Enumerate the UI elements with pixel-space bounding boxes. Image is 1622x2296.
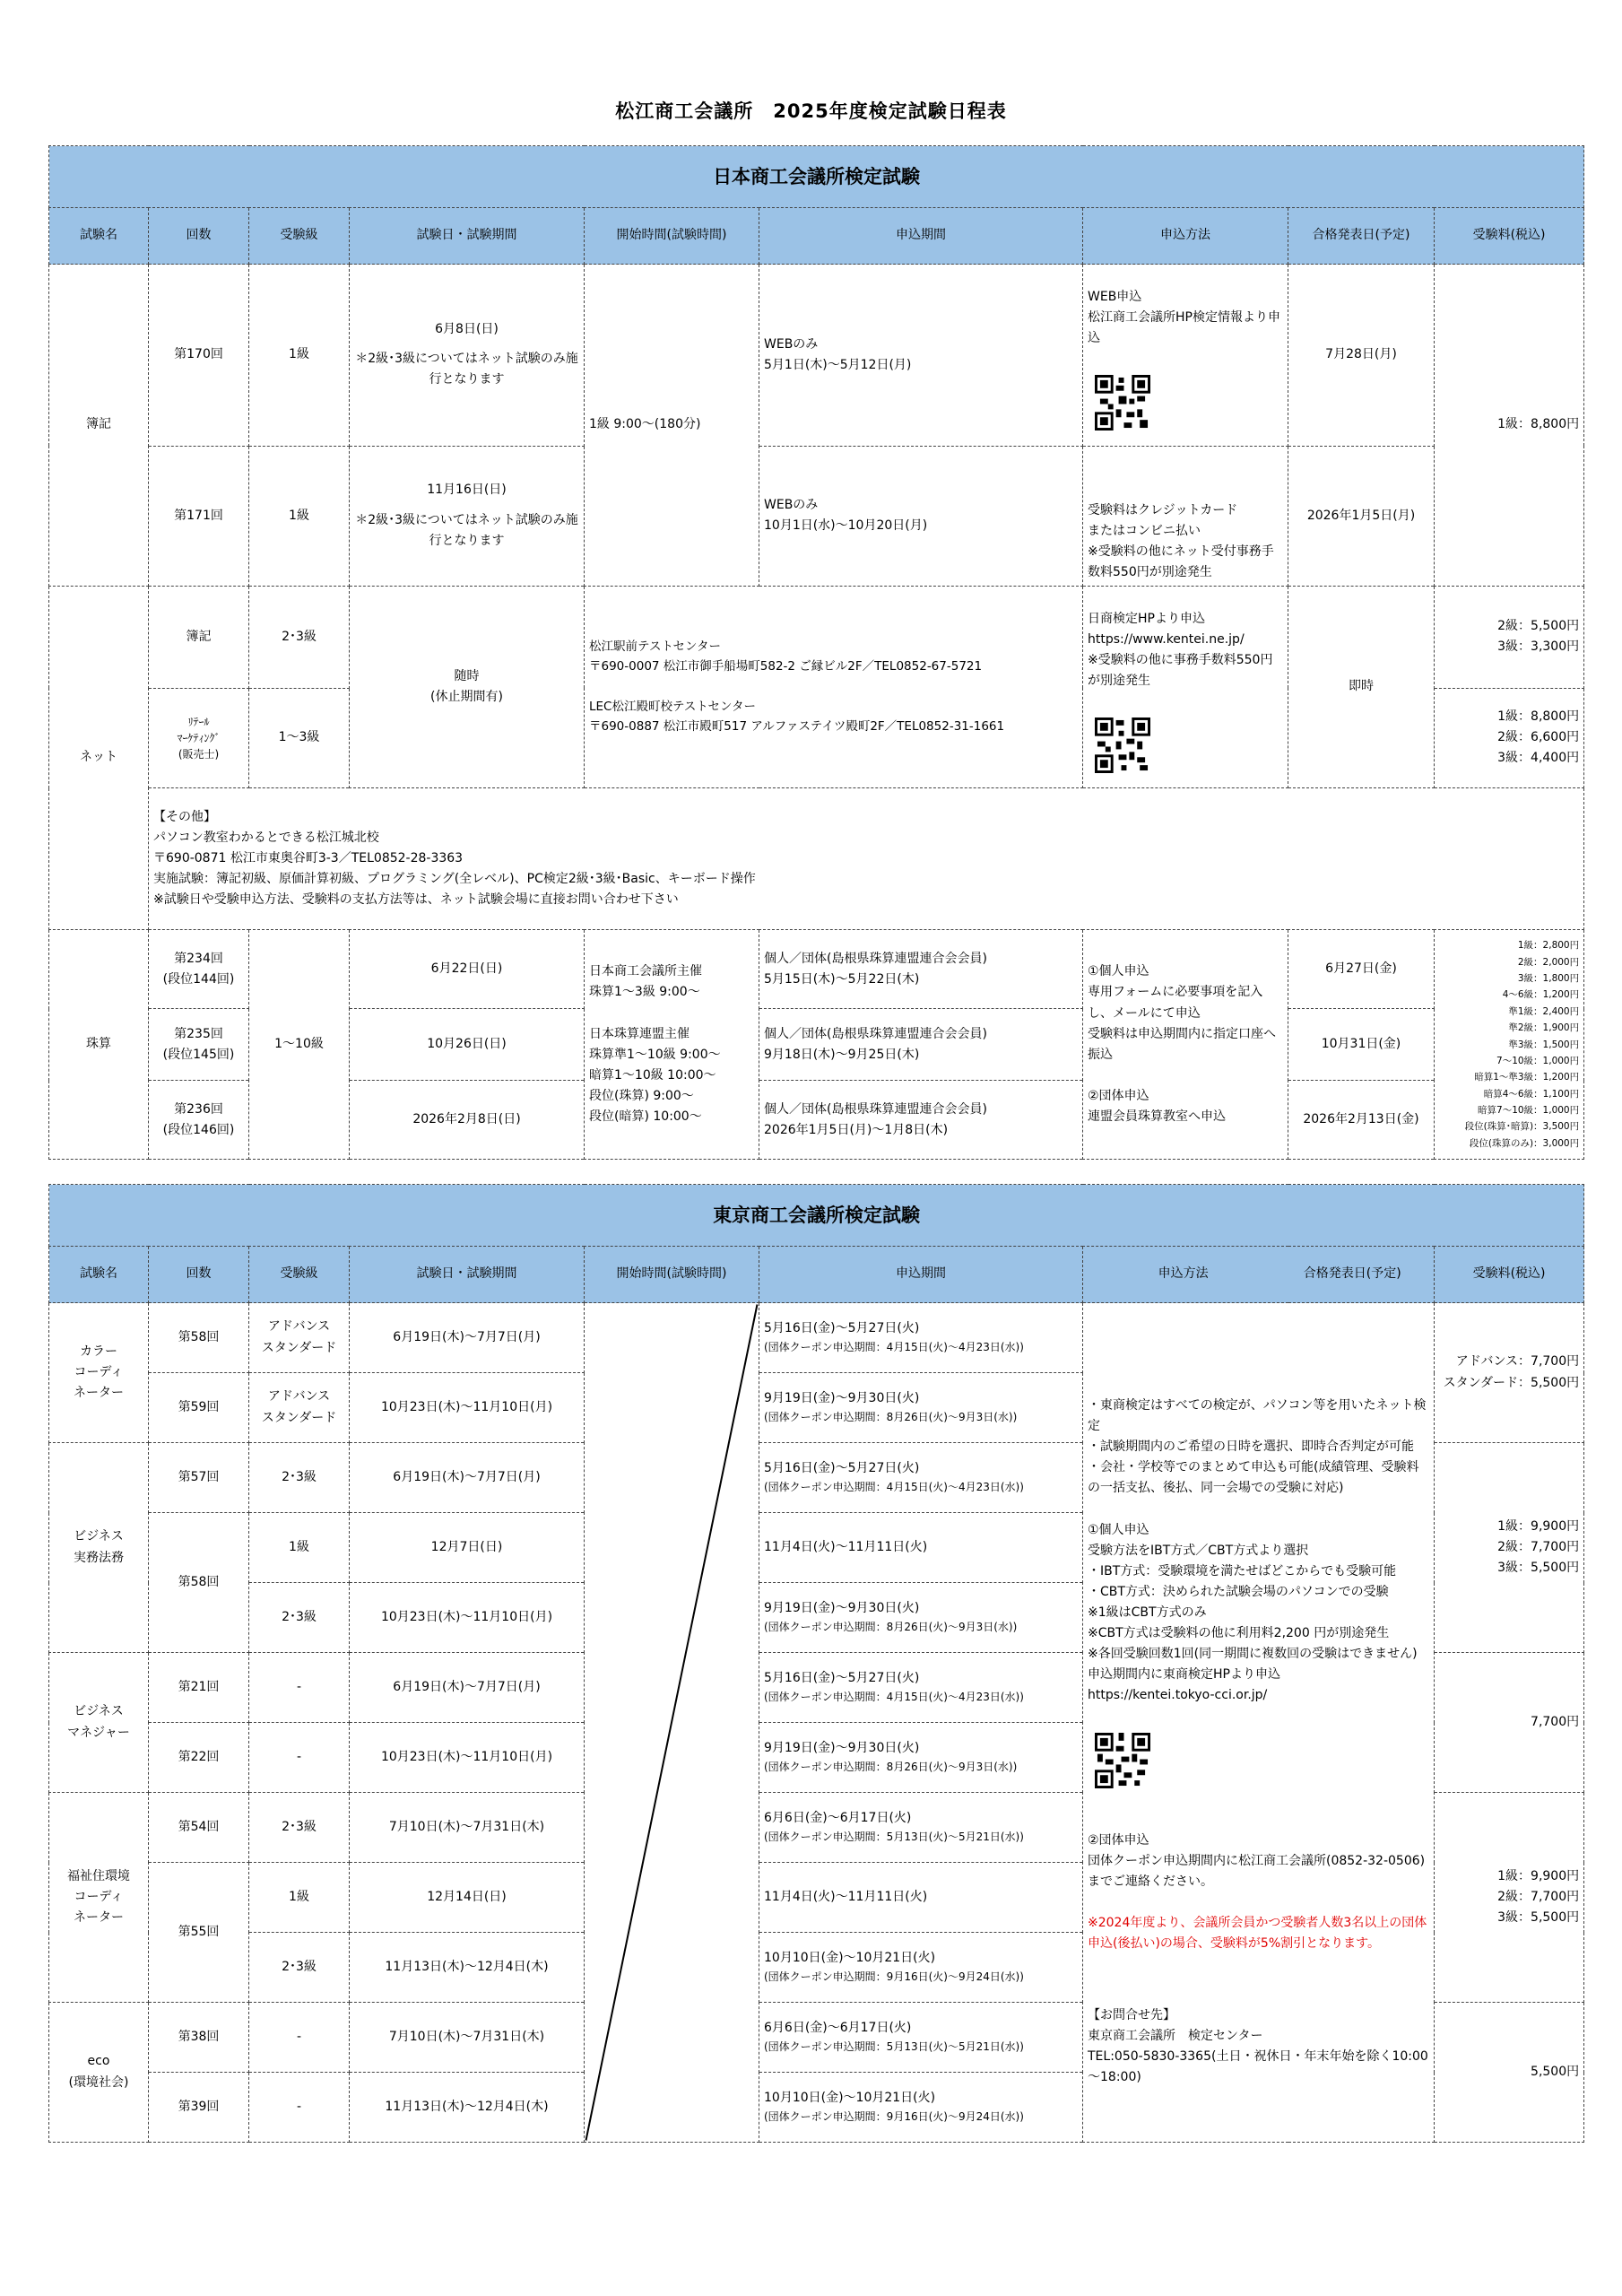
header-start: 開始時間(試験時間) [585, 208, 759, 265]
kaisu: 第55回 [149, 1863, 249, 2003]
exam-name: 福祉住環境 コーディ ネーター [49, 1793, 149, 2003]
period: WEBのみ 10月1日(水)～10月20日(月) [759, 446, 1083, 586]
kyu: 2･3級 [249, 1583, 350, 1653]
period-date: 5月16日(金)～5月27日(火) [764, 1671, 920, 1686]
exam-name: ビジネス マネジャー [49, 1653, 149, 1793]
header-method: 申込方法 [1083, 208, 1288, 265]
period [759, 1793, 1083, 1863]
coupon-period: (団体クーポン申込期間：9月16日(火)～9月24日(水)) [764, 1970, 1024, 1984]
method-text: 日商検定HPより申込 https://www.kentei.ne.jp/ ※受験料の他に事務手数料550円が別途発生 [1088, 611, 1273, 688]
kaisu: 第57回 [149, 1443, 249, 1513]
date: 11月16日(日) [427, 483, 507, 498]
fee: 1級：9,900円 2級：7,700円 3級：5,500円 [1435, 1443, 1584, 1653]
exam-date: 10月23日(木)～11月10日(月) [350, 1583, 585, 1653]
header-method: 申込方法 [1158, 1266, 1209, 1282]
kyu: アドバンス スタンダード [249, 1303, 350, 1373]
header-result: 合格発表日(予定) [1303, 1266, 1401, 1282]
exam-date: 6月19日(木)～7月7日(月) [350, 1303, 585, 1373]
method-text: WEB申込 松江商工会議所HP検定情報より申込 [1088, 290, 1280, 346]
other-info: 【その他】 パソコン教室わかるとできる松江城北校 〒690-0871 松江市東奥谷町3-3／TEL0852-28-3363 実施試験：簿記初級、原価計算初級、プログラミング(全レベル)、PC検定2級･3級･Basic、キーボード操作 ※試験日や受験申込方法、受験料の支払方法等は、ネット試験会場に直接お問い合わせ下さい [149, 788, 1584, 930]
period: 個人／団体(島根県珠算連盟連合会会員) 9月18日(木)～9月25日(木) [759, 1009, 1083, 1081]
exam-date: 11月13日(木)～12月4日(木) [350, 1933, 585, 2003]
header-name: 試験名 [49, 208, 149, 265]
period-date: 6月6日(金)～6月17日(火) [764, 2021, 912, 2036]
header-row [49, 208, 1584, 265]
exam-date: 12月7日(日) [350, 1513, 585, 1583]
exam-date: 6月19日(木)～7月7日(月) [350, 1653, 585, 1723]
result-date: 2026年1月5日(月) [1288, 446, 1435, 586]
kaisu: 第38回 [149, 2003, 249, 2073]
period: 個人／団体(島根県珠算連盟連合会会員) 2026年1月5日(月)～1月8日(木) [759, 1081, 1083, 1160]
tokyo-banner: 東京商工会議所検定試験 [49, 1185, 1584, 1247]
period [759, 2073, 1083, 2143]
period [759, 1933, 1083, 2003]
coupon-period: (団体クーポン申込期間：4月15日(火)～4月23日(水)) [764, 1481, 1024, 1494]
kyu: 1級 [249, 446, 350, 586]
period [759, 1303, 1083, 1373]
fee: 1級：8,800円 2級：6,600円 3級：4,400円 [1435, 688, 1584, 788]
header-date: 試験日・試験期間 [350, 208, 585, 265]
coupon-period: (団体クーポン申込期間：4月15日(火)～4月23日(水)) [764, 1691, 1024, 1704]
exam-date: 10月23日(木)～11月10日(月) [350, 1723, 585, 1793]
qr-code-icon [1095, 718, 1150, 773]
period-date: 5月16日(金)～5月27日(火) [764, 1321, 920, 1336]
coupon-period: (団体クーポン申込期間：8月26日(火)～9月3日(水)) [764, 1411, 1018, 1424]
exam-date: 10月26日(日) [350, 1009, 585, 1081]
header-fee: 受験料(税込) [1435, 1247, 1584, 1303]
period [759, 1373, 1083, 1443]
coupon-period: (団体クーポン申込期間：8月26日(火)～9月3日(水)) [764, 1621, 1018, 1634]
period: WEBのみ 5月1日(木)～5月12日(月) [759, 265, 1083, 447]
kyu: - [249, 1723, 350, 1793]
kaisu: ﾘﾃｰﾙ ﾏｰｹﾃｨﾝｸﾞ (販売士) [149, 688, 249, 788]
start-time: 日本商工会議所主催 珠算1～3級 9:00～ 日本珠算連盟主催 珠算準1～10級 9:00～ 暗算1～10級 10:00～ 段位(珠算) 9:00～ 段位(暗算) 10:00～ [585, 930, 759, 1160]
table-row [49, 265, 1584, 447]
kyu: 2･3級 [249, 1933, 350, 2003]
period-date: 6月6日(金)～6月17日(火) [764, 1811, 912, 1826]
period-date: 9月19日(金)～9月30日(火) [764, 1601, 920, 1616]
exam-name: eco (環境社会) [49, 2003, 149, 2143]
kaisu: 簿記 [149, 586, 249, 688]
exam-name-boki: 簿記 [49, 265, 149, 587]
header-kaisu: 回数 [149, 1247, 249, 1303]
period-date: 9月19日(金)～9月30日(火) [764, 1391, 920, 1406]
fee: 1級：2,800円 2級：2,000円 3級：1,800円 4～6級：1,200円 準1級：2,400円 準2級：1,900円 準3級：1,500円 7～10級：1,000円 暗算1～準3級：1,200円 暗算4～6級：1,100円 暗算7～10級：1,000円 段位(珠算･暗算)：3,500円 段位(珠算のみ)：3,000円 [1435, 930, 1584, 1160]
exam-date: 2026年2月8日(日) [350, 1081, 585, 1160]
kaisu: 第234回 (段位144回) [149, 930, 249, 1009]
date-note: ＊2級･3級についてはネット試験のみ施行となります [355, 352, 578, 387]
kyu: 1級 [249, 265, 350, 447]
result-date: 2026年2月13日(金) [1288, 1081, 1435, 1160]
period [759, 2003, 1083, 2073]
header-period: 申込期間 [759, 208, 1083, 265]
qr-code-icon [1095, 1733, 1150, 1788]
table-row [49, 930, 1584, 1009]
kyu: 1～10級 [249, 930, 350, 1160]
header-row [49, 1247, 1584, 1303]
header-method-result [1083, 1247, 1435, 1303]
kaisu: 第21回 [149, 1653, 249, 1723]
fee: 2級：5,500円 3級：3,300円 [1435, 586, 1584, 688]
header-start: 開始時間(試験時間) [585, 1247, 759, 1303]
exam-date: 7月10日(木)～7月31日(木) [350, 1793, 585, 1863]
kyu: - [249, 2003, 350, 2073]
exam-date: 随時 (休止期間有) [350, 586, 585, 788]
kyu: - [249, 1653, 350, 1723]
result-date: 6月27日(金) [1288, 930, 1435, 1009]
tokyo-cci-exam-table [48, 1184, 1584, 2143]
group-application: ②団体申込 団体クーポン申込期間内に松江商工会議所(0852-32-0506)までご連絡ください。 [1088, 1832, 1426, 1889]
header-result: 合格発表日(予定) [1288, 208, 1435, 265]
method [1083, 586, 1288, 788]
kyu: 1級 [249, 1513, 350, 1583]
test-centers: 松江駅前テストセンター 〒690-0007 松江市御手船場町582-2 ご縁ビル2F／TEL0852-67-5721 LEC松江殿町校テストセンター 〒690-0887 松江市殿町517 アルファステイツ殿町2F／TEL0852-31-1661 [585, 586, 1083, 788]
period [759, 1583, 1083, 1653]
exam-name: ビジネス 実務法務 [49, 1443, 149, 1653]
exam-name: カラー コーディ ネーター [49, 1303, 149, 1443]
period [759, 1653, 1083, 1723]
coupon-period: (団体クーポン申込期間：5月13日(火)～5月21日(水)) [764, 2040, 1024, 2054]
period: 個人／団体(島根県珠算連盟連合会会員) 5月15日(木)～5月22日(木) [759, 930, 1083, 1009]
kaisu: 第54回 [149, 1793, 249, 1863]
method: 受験料はクレジットカード またはコンビニ払い ※受験料の他にネット受付事務手数料550円が別途発生 [1083, 446, 1288, 586]
kaisu: 第170回 [149, 265, 249, 447]
start-time: 1級 9:00～(180分) [585, 265, 759, 587]
jcci-exam-table [48, 145, 1584, 1160]
kyu: アドバンス スタンダード [249, 1373, 350, 1443]
table-row [49, 788, 1584, 930]
kaisu: 第171回 [149, 446, 249, 586]
date-note: ＊2級･3級についてはネット試験のみ施行となります [355, 512, 578, 548]
kyu: 2･3級 [249, 586, 350, 688]
header-name: 試験名 [49, 1247, 149, 1303]
fee: 7,700円 [1435, 1653, 1584, 1793]
coupon-period: (団体クーポン申込期間：9月16日(火)～9月24日(水)) [764, 2110, 1024, 2124]
fee: 1級：9,900円 2級：7,700円 3級：5,500円 [1435, 1793, 1584, 2003]
exam-name-net: ネット [49, 586, 149, 930]
kaisu: 第58回 [149, 1303, 249, 1373]
header-kaisu: 回数 [149, 208, 249, 265]
period: 11月4日(火)～11月11日(火) [759, 1513, 1083, 1583]
kaisu: 第39回 [149, 2073, 249, 2143]
exam-date [350, 265, 585, 447]
exam-date: 11月13日(木)～12月4日(木) [350, 2073, 585, 2143]
exam-date: 6月19日(木)～7月7日(月) [350, 1443, 585, 1513]
coupon-period: (団体クーポン申込期間：4月15日(火)～4月23日(水)) [764, 1341, 1024, 1354]
period-date: 10月10日(金)～10月21日(火) [764, 1951, 936, 1966]
exam-date: 6月22日(日) [350, 930, 585, 1009]
kyu: 2･3級 [249, 1793, 350, 1863]
kyu: 2･3級 [249, 1443, 350, 1513]
fee: 5,500円 [1435, 2003, 1584, 2143]
start-time-blank [585, 1303, 759, 2143]
period: 11月4日(火)～11月11日(火) [759, 1863, 1083, 1933]
result-date: 即時 [1288, 586, 1435, 788]
header-kyu: 受験級 [249, 208, 350, 265]
exam-date [350, 446, 585, 586]
exam-date: 7月10日(木)～7月31日(木) [350, 2003, 585, 2073]
method [1083, 265, 1288, 447]
kyu: 1～3級 [249, 688, 350, 788]
document-title: 松江商工会議所 2025年度検定試験日程表 [615, 100, 1007, 122]
period [759, 1443, 1083, 1513]
kaisu: 第236回 (段位146回) [149, 1081, 249, 1160]
result-date: 7月28日(月) [1288, 265, 1435, 447]
kaisu: 第235回 (段位145回) [149, 1009, 249, 1081]
jcci-banner: 日本商工会議所検定試験 [49, 146, 1584, 208]
kyu: 1級 [249, 1863, 350, 1933]
period-date: 9月19日(金)～9月30日(火) [764, 1741, 920, 1756]
header-kyu: 受験級 [249, 1247, 350, 1303]
kaisu: 第22回 [149, 1723, 249, 1793]
kyu: - [249, 2073, 350, 2143]
fee: アドバンス：7,700円 スタンダード：5,500円 [1435, 1303, 1584, 1443]
header-date: 試験日・試験期間 [350, 1247, 585, 1303]
period-date: 5月16日(金)～5月27日(火) [764, 1461, 920, 1476]
fee: 1級：8,800円 [1435, 265, 1584, 587]
kaisu: 第59回 [149, 1373, 249, 1443]
contact-info: 【お問合せ先】 東京商工会議所 検定センター TEL:050-5830-3365(土日・祝休日・年末年始を除く10:00～18:00) [1088, 2007, 1428, 2084]
header-fee: 受験料(税込) [1435, 208, 1584, 265]
coupon-period: (団体クーポン申込期間：8月26日(火)～9月3日(水)) [764, 1761, 1018, 1774]
coupon-period: (団体クーポン申込期間：5月13日(火)～5月21日(水)) [764, 1831, 1024, 1844]
method-text: ・東商検定はすべての検定が、パソコン等を用いたネット検定 ・試験期間内のご希望の日時を選択、即時合否判定が可能 ・会社・学校等でのまとめて申込も可能(成績管理、受験料の一括支払、後払、同一会場での受験に対応) ①個人申込 受験方法をIBT方式／CBT方式より選択 ・IBT方式：受験環境を満たせばどこからでも受験可能 ・CBT方式：決められた試験会場のパソコンでの受験 ※1級はCBT方式のみ ※CBT方式は受験料の他に利用料2,200 円が別途発生 ※各回受験回数1回(同一期間に複数回の受験はできません) 申込期間内に東商検定HPより申込 https://kentei.tokyo-cci.or.jp/ [1088, 1398, 1427, 1703]
exam-date: 12月14日(日) [350, 1863, 585, 1933]
method: ①個人申込 専用フォームに必要事項を記入し、メールにて申込 受験料は申込期間内に指定口座へ振込 ②団体申込 連盟会員珠算教室へ申込 [1083, 930, 1288, 1160]
qr-code-icon [1095, 375, 1150, 430]
period-date: 10月10日(金)～10月21日(火) [764, 2091, 936, 2106]
discount-notice: ※2024年度より、会議所会員かつ受験者人数3名以上の団体申込(後払い)の場合、受験料が5%割引となります。 [1088, 1916, 1427, 1952]
kaisu: 第58回 [149, 1513, 249, 1653]
exam-date: 10月23日(木)～11月10日(月) [350, 1373, 585, 1443]
exam-name-soroban: 珠算 [49, 930, 149, 1160]
table-row [49, 446, 1584, 586]
header-period: 申込期間 [759, 1247, 1083, 1303]
date: 6月8日(日) [435, 322, 499, 337]
method [1083, 1303, 1435, 2143]
period [759, 1723, 1083, 1793]
table-row [49, 586, 1584, 688]
result-date: 10月31日(金) [1288, 1009, 1435, 1081]
table-row [49, 1303, 1584, 1373]
